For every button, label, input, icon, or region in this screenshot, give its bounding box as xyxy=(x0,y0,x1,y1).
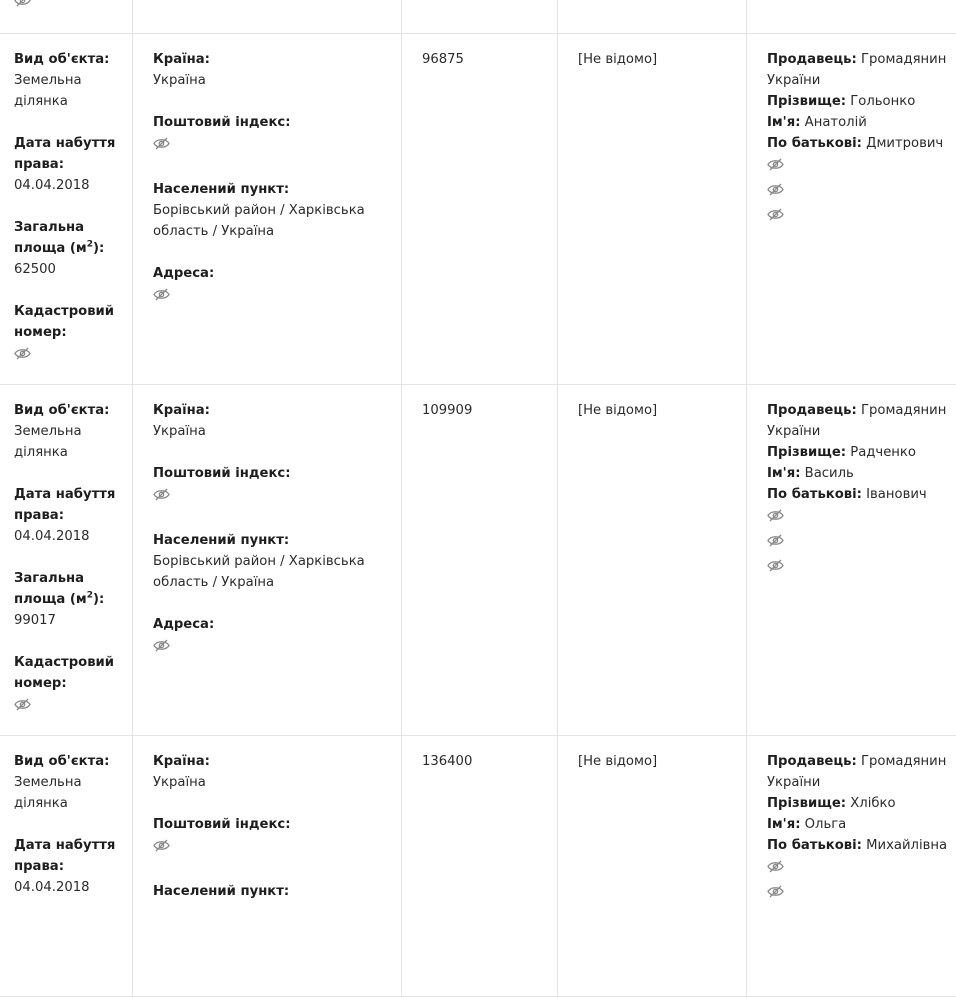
value-cell xyxy=(402,34,558,384)
value-amount: 109909 xyxy=(422,403,473,418)
surname-label: Прізвище: xyxy=(767,94,847,109)
surname-label: Прізвище: xyxy=(767,796,847,811)
table-row xyxy=(0,0,956,34)
eye-slash-icon xyxy=(767,158,784,179)
surname-label: Прізвище: xyxy=(767,445,847,460)
object-type-value: Земельна ділянка xyxy=(14,424,82,460)
patronymic-value: Дмитрович xyxy=(866,136,944,151)
acquire-date-label: Дата набуття права: xyxy=(14,136,116,172)
name-label: Ім'я: xyxy=(767,817,801,832)
table-cell xyxy=(0,0,133,33)
postal-label: Поштовий індекс: xyxy=(153,466,291,481)
acquire-date-value: 04.04.2018 xyxy=(14,178,90,193)
surname-value: Гольонко xyxy=(850,94,916,109)
locality-value: Борівський район / Харківська область / Україна xyxy=(153,203,365,239)
value-amount: 96875 xyxy=(422,52,464,67)
surname-value: Радченко xyxy=(850,445,916,460)
address-label: Адреса: xyxy=(153,617,215,632)
locality-value: Борівський район / Харківська область / Україна xyxy=(153,554,365,590)
country-label: Країна: xyxy=(153,52,210,67)
country-value: Україна xyxy=(153,73,206,88)
table-row xyxy=(0,736,956,997)
status-value: [Не відомо] xyxy=(578,52,658,67)
location-cell xyxy=(133,385,402,735)
eye-slash-icon xyxy=(767,509,784,530)
seller-value: Громадянин України xyxy=(767,403,947,439)
table-cell xyxy=(133,0,402,33)
eye-slash-icon xyxy=(767,860,784,881)
value-cell xyxy=(402,385,558,735)
value-amount: 136400 xyxy=(422,754,473,769)
surname-value: Хлібко xyxy=(850,796,896,811)
eye-slash-icon xyxy=(767,885,784,906)
country-label: Країна: xyxy=(153,403,210,418)
seller-label: Продавець: xyxy=(767,754,857,769)
eye-slash-icon xyxy=(767,183,784,204)
object-type-label: Вид об'єкта: xyxy=(14,754,110,769)
seller-cell xyxy=(747,736,956,996)
patronymic-label: По батькові: xyxy=(767,838,862,853)
eye-slash-icon xyxy=(767,559,784,580)
object-type-label: Вид об'єкта: xyxy=(14,52,110,67)
seller-label: Продавець: xyxy=(767,52,857,67)
name-label: Ім'я: xyxy=(767,466,801,481)
value-cell xyxy=(402,736,558,996)
seller-label: Продавець: xyxy=(767,403,857,418)
table-cell xyxy=(402,0,558,33)
locality-label: Населений пункт: xyxy=(153,884,290,899)
table-row xyxy=(0,385,956,736)
country-value: Україна xyxy=(153,775,206,790)
eye-slash-icon xyxy=(767,534,784,555)
table-cell xyxy=(747,0,956,33)
name-value: Ольга xyxy=(804,817,847,832)
seller-value: Громадянин України xyxy=(767,754,947,790)
area-value: 62500 xyxy=(14,262,56,277)
locality-label: Населений пункт: xyxy=(153,533,290,548)
eye-slash-icon xyxy=(153,137,170,158)
table-row xyxy=(0,34,956,385)
seller-cell xyxy=(747,385,956,735)
eye-slash-icon xyxy=(153,839,170,860)
object-cell xyxy=(0,385,133,735)
postal-label: Поштовий індекс: xyxy=(153,817,291,832)
object-cell xyxy=(0,736,133,996)
area-label: Загальна площа $(м^2)$: xyxy=(14,220,105,256)
seller-cell xyxy=(747,34,956,384)
postal-label: Поштовий індекс: xyxy=(153,115,291,130)
eye-slash-icon xyxy=(153,488,170,509)
status-cell xyxy=(558,34,747,384)
area-label: Загальна площа $(м^2)$: xyxy=(14,571,105,607)
object-type-value: Земельна ділянка xyxy=(14,73,82,109)
area-value: 99017 xyxy=(14,613,56,628)
acquire-date-label: Дата набуття права: xyxy=(14,838,116,874)
eye-slash-icon xyxy=(153,288,170,309)
name-value: Василь xyxy=(804,466,854,481)
location-cell xyxy=(133,34,402,384)
eye-slash-icon xyxy=(153,639,170,660)
name-value: Анатолій xyxy=(804,115,867,130)
name-label: Ім'я: xyxy=(767,115,801,130)
acquire-date-value: 04.04.2018 xyxy=(14,880,90,895)
eye-slash-icon xyxy=(767,208,784,229)
country-value: Україна xyxy=(153,424,206,439)
locality-label: Населений пункт: xyxy=(153,182,290,197)
patronymic-label: По батькові: xyxy=(767,136,862,151)
eye-slash-icon xyxy=(14,0,31,15)
status-value: [Не відомо] xyxy=(578,754,658,769)
country-label: Країна: xyxy=(153,754,210,769)
object-type-value: Земельна ділянка xyxy=(14,775,82,811)
location-cell xyxy=(133,736,402,996)
object-cell xyxy=(0,34,133,384)
status-cell xyxy=(558,385,747,735)
cadastral-label: Кадастровий номер: xyxy=(14,304,115,340)
eye-slash-icon xyxy=(14,698,31,719)
patronymic-label: По батькові: xyxy=(767,487,862,502)
status-value: [Не відомо] xyxy=(578,403,658,418)
address-label: Адреса: xyxy=(153,266,215,281)
cadastral-label: Кадастровий номер: xyxy=(14,655,115,691)
eye-slash-icon xyxy=(14,347,31,368)
patronymic-value: Михайлівна xyxy=(866,838,948,853)
acquire-date-value: 04.04.2018 xyxy=(14,529,90,544)
status-cell xyxy=(558,736,747,996)
table-cell xyxy=(558,0,747,33)
patronymic-value: Іванович xyxy=(866,487,927,502)
acquire-date-label: Дата набуття права: xyxy=(14,487,116,523)
object-type-label: Вид об'єкта: xyxy=(14,403,110,418)
seller-value: Громадянин України xyxy=(767,52,947,88)
